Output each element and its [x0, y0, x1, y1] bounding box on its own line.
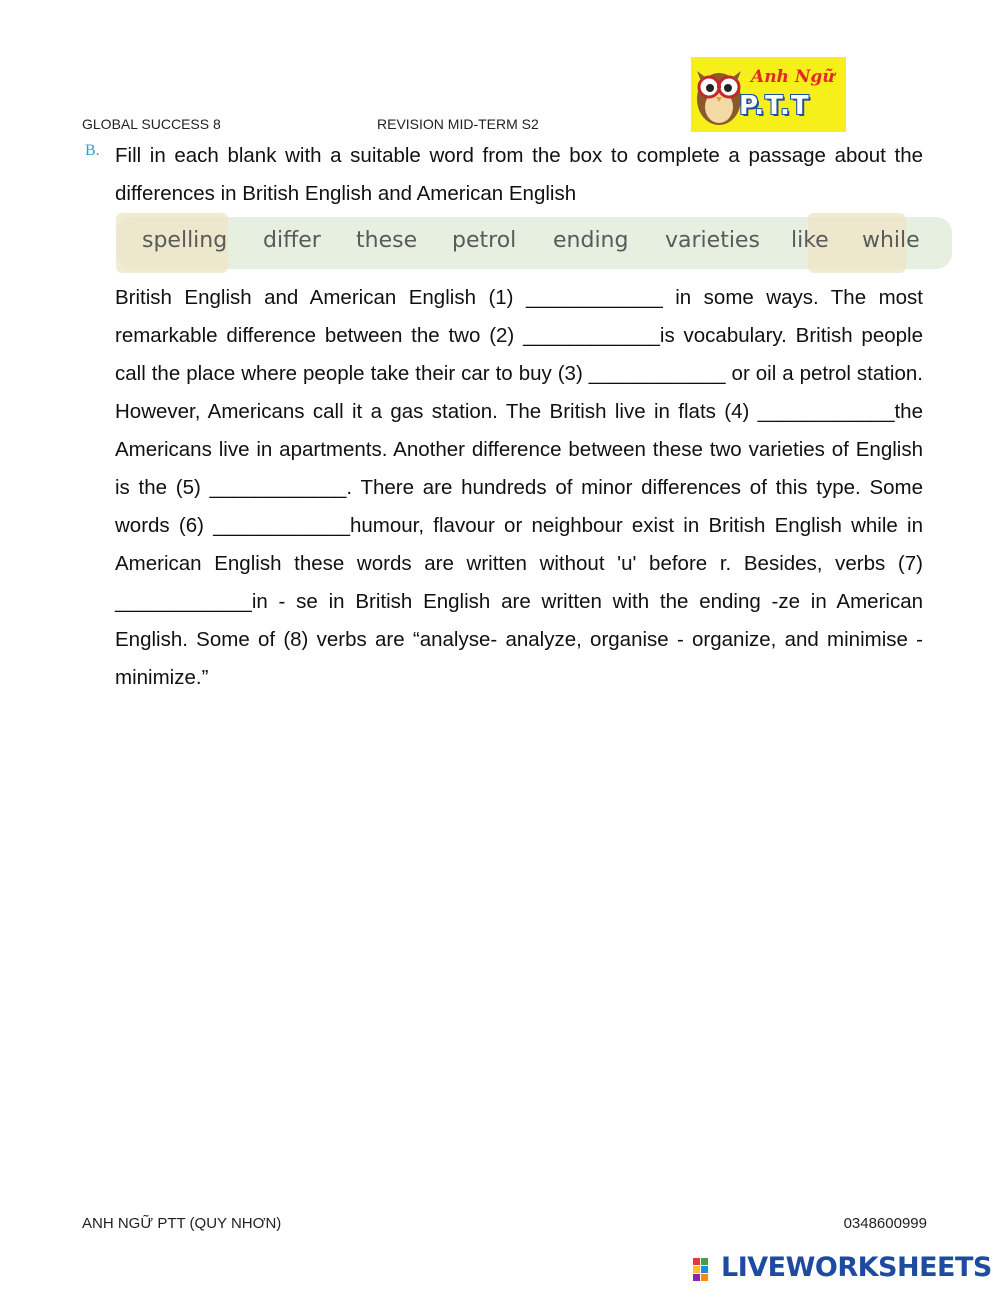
liveworksheets-logo-icon	[693, 1258, 717, 1282]
word-box-item: while	[862, 228, 920, 253]
header-revision-title: REVISION MID-TERM S2	[377, 116, 539, 132]
word-box-item: spelling	[142, 228, 228, 253]
task-letter: B.	[85, 142, 100, 159]
header-course-title: GLOBAL SUCCESS 8	[82, 116, 221, 132]
ptt-logo	[691, 57, 846, 132]
word-box-item: varieties	[665, 228, 760, 253]
liveworksheets-brand	[693, 1254, 993, 1284]
passage-text: British English and American English (1) ____________ in some ways. The most remarkable difference between the two (2) ____________is vocabulary. British people call the place where people take their car to buy (3) ____________ or oil a petrol station. However, Americans call it a gas station. The British live in flats (4) ____________the Americans live in apartments. Another difference between these two varieties of English is the (5) ____________. There are hundreds of minor differences of this type. Some words (6) ____________humour, flavour or neighbour exist in British English while in American English these words are written without 'u' before r. Besides, verbs (7) ____________in - se in British English are written with the ending -ze in American English. Some of (8) verbs are “analyse- analyze, organise - organize, and minimise - minimize.”	[115, 286, 923, 689]
word-box-item: like	[791, 228, 829, 253]
word-box-item: differ	[263, 228, 321, 253]
word-box-item: ending	[553, 228, 629, 253]
word-box	[116, 217, 952, 269]
word-box-item: these	[356, 228, 418, 253]
word-box-item: petrol	[452, 228, 517, 253]
liveworksheets-wordmark: LIVEWORKSHEETS	[721, 1252, 992, 1283]
task-instruction: Fill in each blank with a suitable word from the box to complete a passage about the differences in British English and American English	[115, 144, 923, 205]
passage	[115, 279, 923, 697]
logo-text-anh-ngu: Anh Ngữ	[751, 67, 835, 87]
logo-text-ptt: P.T.T	[739, 91, 810, 121]
footer-center-name: ANH NGỮ PTT (QUY NHƠN)	[82, 1215, 282, 1232]
footer-phone: 0348600999	[843, 1215, 927, 1232]
